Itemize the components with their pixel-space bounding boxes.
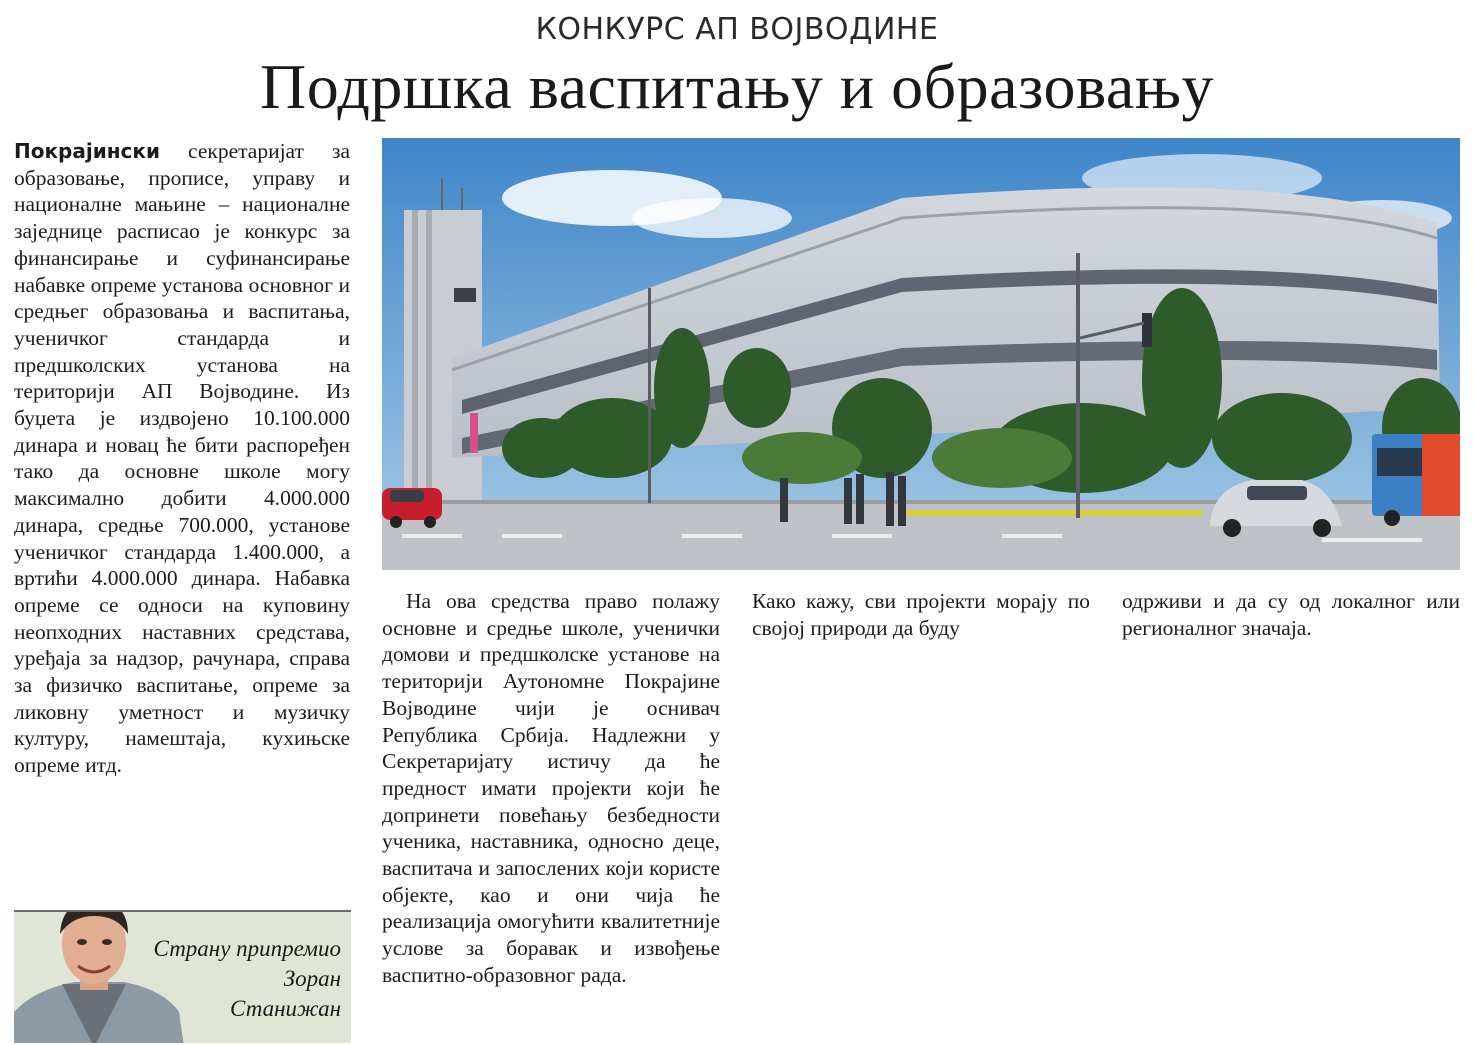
article-column-4 bbox=[1122, 588, 1460, 641]
byline-box bbox=[14, 910, 351, 1043]
lead-word: Покрајински bbox=[14, 139, 160, 163]
article-column-3 bbox=[752, 588, 1090, 641]
byline-author-first: Зоран bbox=[283, 966, 341, 991]
column-1-text: секретаријат за образовање, прописе, управу и националне мањине – националне заједнице расписао је конкурс за финансирање и суфинансирање набавке опреме установа основног и средњег образовања и васпитања, ученичког стандарда и предшколских установа на територији АП Војводине. Из буџета је издвојено 10.100.000 динара и новац ће бити распоређен тако да основне школе могу максимално добити 4.000.000 динара, средње 700.000, установе ученичког стандарда 1.400.000, а вртићи 4.000.000 динара. Набавка опреме се односи на куповину неопходних наставних средстава, уређаја за надзор, рачунара, справа за физичко васпитање, опреме за ликовну уметност и музичку културу, намештаја, кухињске опреме итд. bbox=[14, 139, 350, 778]
column-3-text: Како кажу, сви пројекти морају по својој природи да буду bbox=[752, 589, 1090, 640]
article-column-1 bbox=[14, 138, 350, 779]
byline-text bbox=[121, 934, 341, 1024]
byline-line-1: Страну припремио bbox=[153, 936, 341, 961]
column-2-text: На ова средства право полажу основне и средње школе, ученички домови и предшколске установе на територији Аутономне Покрајине Војводине чији је оснивач Република Србија. Надлежни у Секретаријату истичу да ће предност имати пројекти који ће допринети повећању безбедности ученика, наставника, односно деце, васпитача и запослених који користе објекте, као и они чија ће реализација омогућити квалитетније услове за боравак и извођење васпитно-образовног рада. bbox=[382, 589, 720, 987]
building-photo bbox=[382, 138, 1460, 570]
article-column-2 bbox=[382, 588, 720, 989]
headline: Подршка васпитању и образовању bbox=[259, 51, 1215, 122]
kicker: КОНКУРС АП ВОЈВОДИНЕ bbox=[535, 12, 939, 47]
column-4-text: одрживи и да су од локалног или регионалног значаја. bbox=[1122, 589, 1460, 640]
byline-author-last: Станижан bbox=[230, 996, 341, 1021]
